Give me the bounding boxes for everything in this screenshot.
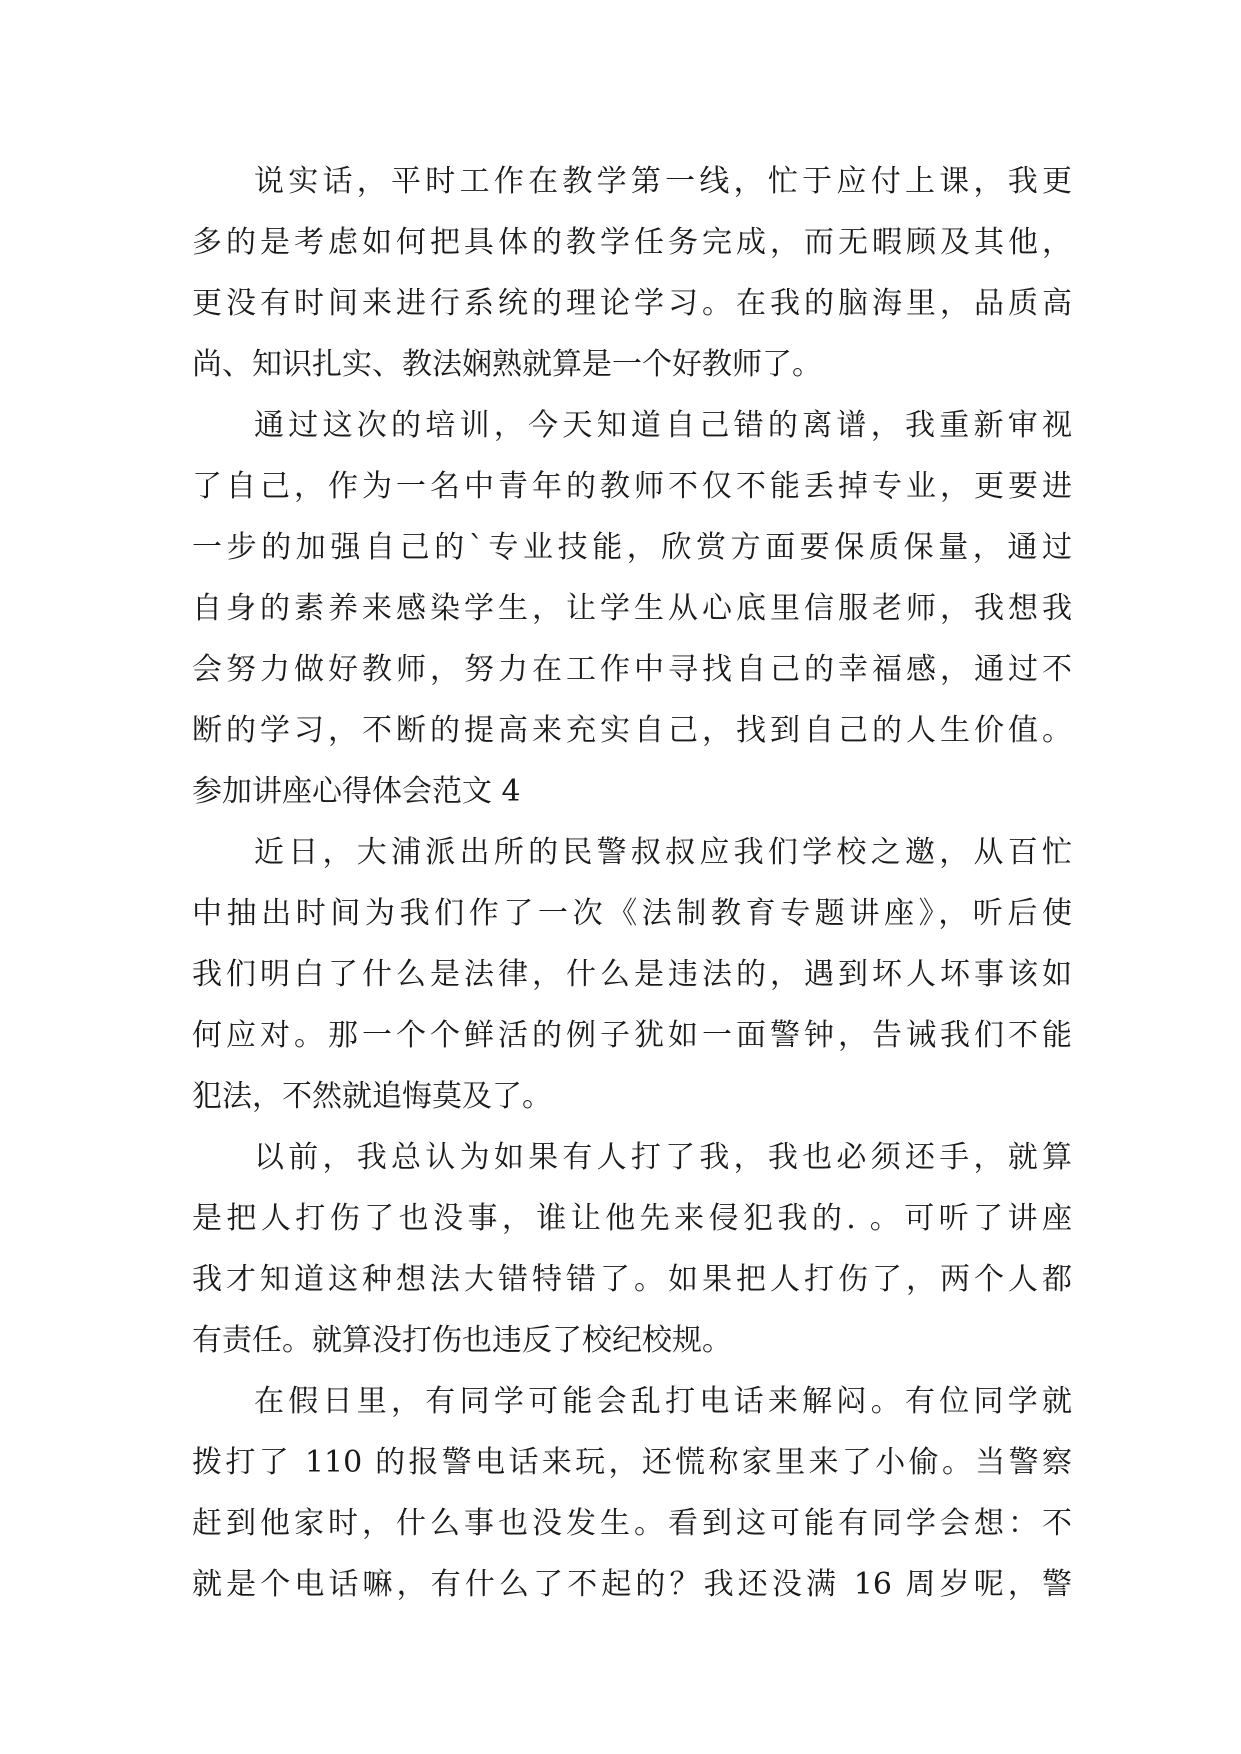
paragraph-line: 何应对。那一个个鲜活的例子犹如一面警钟，告诫我们不能 — [192, 1018, 1072, 1053]
paragraph-line: 会努力做好教师，努力在工作中寻找自己的幸福感，通过不 — [192, 652, 1072, 687]
paragraph-line: 我才知道这种想法大错特错了。如果把人打伤了，两个人都 — [192, 1262, 1072, 1297]
section-heading: 参加讲座心得体会范文 4 — [192, 774, 521, 809]
paragraph-line: 就是个电话嘛，有什么了不起的？我还没满 16 周岁呢，警 — [192, 1567, 1072, 1602]
paragraph-line: 更没有时间来进行系统的理论学习。在我的脑海里，品质高 — [192, 286, 1072, 321]
paragraph-line: 尚、知识扎实、教法娴熟就算是一个好教师了。 — [192, 347, 822, 382]
paragraph-line: 自身的素养来感染学生，让学生从心底里信服老师，我想我 — [192, 591, 1072, 626]
paragraph-line: 说实话，平时工作在教学第一线，忙于应付上课，我更 — [254, 164, 1072, 199]
paragraph-line: 赶到他家时，什么事也没发生。看到这可能有同学会想：不 — [192, 1506, 1072, 1541]
paragraph-line: 中抽出时间为我们作了一次《法制教育专题讲座》，听后使 — [192, 896, 1072, 931]
paragraph-line: 多的是考虑如何把具体的教学任务完成，而无暇顾及其他， — [192, 225, 1072, 260]
paragraph-line: 了自己，作为一名中青年的教师不仅不能丢掉专业，更要进 — [192, 469, 1072, 504]
paragraph-line: 犯法，不然就追悔莫及了。 — [192, 1079, 552, 1114]
paragraph-line: 近日，大浦派出所的民警叔叔应我们学校之邀，从百忙 — [254, 835, 1072, 870]
paragraph-line: 拨打了 110 的报警电话来玩，还慌称家里来了小偷。当警察 — [192, 1445, 1072, 1480]
paragraph-line: 是把人打伤了也没事，谁让他先来侵犯我的. 。可听了讲座 — [192, 1201, 1072, 1236]
paragraph-line: 断的学习，不断的提高来充实自己，找到自己的人生价值。 — [192, 713, 1072, 748]
paragraph-line: 以前，我总认为如果有人打了我，我也必须还手，就算 — [254, 1140, 1072, 1175]
paragraph-line: 有责任。就算没打伤也违反了校纪校规。 — [192, 1323, 732, 1358]
paragraph-line: 通过这次的培训，今天知道自己错的离谱，我重新审视 — [254, 408, 1072, 443]
document-body — [192, 162, 1072, 1626]
paragraph-line: 在假日里，有同学可能会乱打电话来解闷。有位同学就 — [254, 1384, 1072, 1419]
paragraph-line: 我们明白了什么是法律，什么是违法的，遇到坏人坏事该如 — [192, 957, 1072, 992]
paragraph-line: 一步的加强自己的`专业技能，欣赏方面要保质保量，通过 — [192, 530, 1072, 565]
